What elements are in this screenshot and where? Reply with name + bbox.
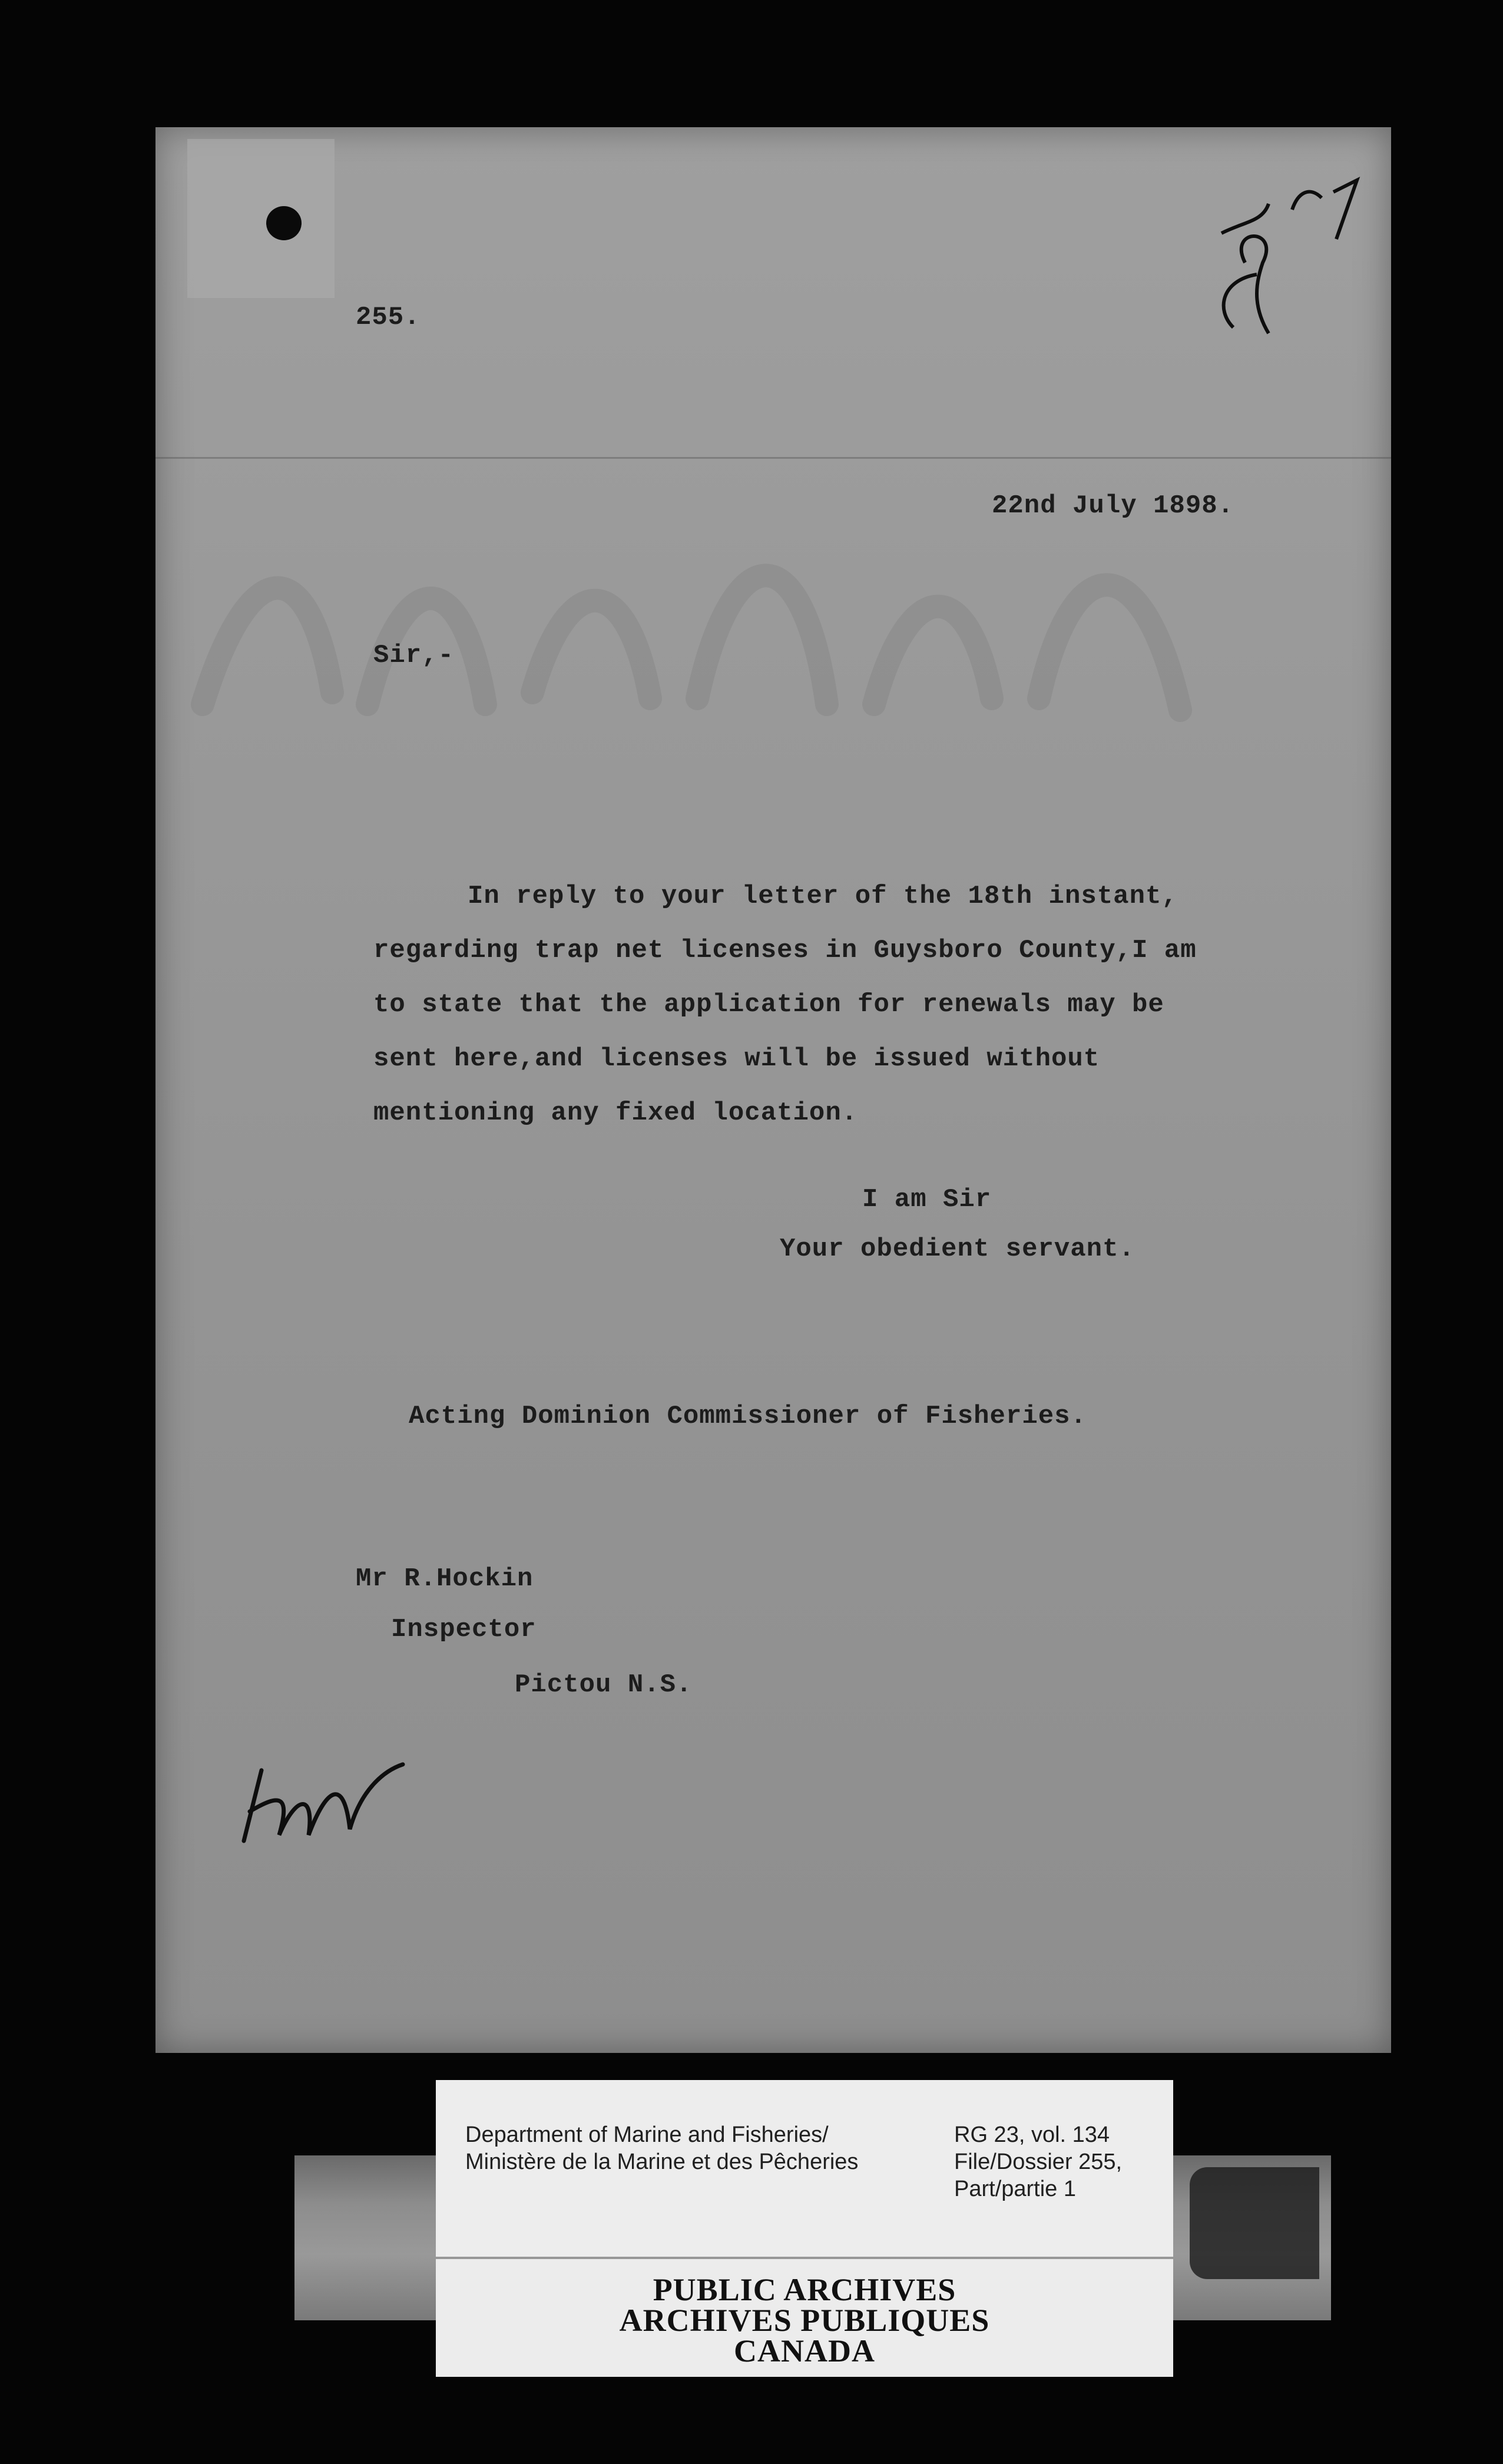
department-names (465, 2121, 858, 2175)
file-number: 255. (356, 303, 421, 332)
body-line: In reply to your letter of the 18th instant, (468, 882, 1178, 911)
handwritten-page-number (1210, 163, 1363, 339)
archives-stamp-text (436, 2272, 1173, 2369)
addressee-title: Inspector (391, 1615, 537, 1644)
addressee-place: Pictou N.S. (515, 1670, 693, 1700)
fold-line (155, 457, 1391, 459)
body-line: to state that the application for renewals may be (373, 990, 1164, 1019)
department-en: Department of Marine and Fisheries/ (465, 2122, 829, 2147)
letter-page (155, 127, 1391, 2053)
signatory-title: Acting Dominion Commissioner of Fisheries. (409, 1402, 1087, 1431)
reference-line-3: Part/partie 1 (954, 2177, 1076, 2201)
handwritten-initials (226, 1741, 415, 1859)
body-line: sent here,and licenses will be issued without (373, 1044, 1100, 1074)
letter-date: 22nd July 1898. (992, 491, 1234, 521)
archive-reference-label (436, 2080, 1173, 2257)
addressee-name: Mr R.Hockin (356, 1564, 534, 1594)
letter-body (373, 869, 1292, 1140)
punch-hole (266, 206, 302, 240)
closing-line-1: I am Sir (862, 1185, 992, 1214)
archives-line-1: PUBLIC ARCHIVES (653, 2272, 956, 2307)
archive-stamp-shadow (1190, 2167, 1319, 2279)
corner-stain (187, 139, 335, 298)
salutation: Sir,- (373, 641, 455, 670)
reference-line-2: File/Dossier 255, (954, 2150, 1123, 2174)
archives-line-3: CANADA (734, 2333, 875, 2369)
reference-line-1: RG 23, vol. 134 (954, 2122, 1110, 2147)
body-line: regarding trap net licenses in Guysboro County,I am (373, 936, 1197, 965)
archives-line-2: ARCHIVES PUBLIQUES (619, 2303, 990, 2338)
department-fr: Ministère de la Marine et des Pêcheries (465, 2150, 859, 2174)
body-line: mentioning any fixed location. (373, 1098, 858, 1128)
bleed-through-stamp (179, 481, 1227, 799)
archive-reference (954, 2121, 1122, 2203)
public-archives-stamp (436, 2259, 1173, 2377)
closing-line-2: Your obedient servant. (780, 1234, 1135, 1264)
